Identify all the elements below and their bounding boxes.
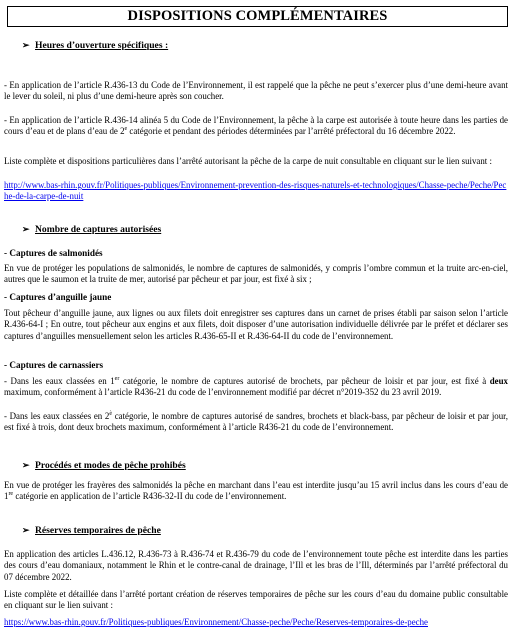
title-box (7, 6, 508, 27)
arrow-bullet-icon: ➢ (22, 460, 30, 470)
paragraph: Liste complète et détaillée dans l’arrêté portant création de réserves temporaires de pêche sur les cours d’eau du domaine public consultable en cliquant sur le lien suivant : (4, 589, 508, 611)
section-heading-opening-hours: ➢ Heures d’ouverture spécifiques : (22, 40, 169, 51)
paragraph: Tout pêcheur d’anguille jaune, aux lignes ou aux filets doit enregistrer ses captures dans un carnet de prises établi par saison selon l’article R.436-64-I ; En outre, tout pêcheur aux engins et aux filets, doit disposer d’une autorisation individuelle délivrée par le préfet et déclarer ses captures d’anguilles mensuellement selon les articles R.436-65-II et R.436-64-II du code de l’environnement. (4, 308, 508, 341)
page-title: DISPOSITIONS COMPLÉMENTAIRES (127, 8, 388, 24)
paragraph: - Dans les eaux classées en $2^è$ catégorie, le nombre de captures autorisé de sandres, brochets et black-bass, par pêcheur de loisir et par jour, est fixé à trois, dont deux brochets maximum, conformément à l’article R436-21 du code de l’environnement. (4, 411, 508, 433)
carp-night-fishing-link[interactable]: http://www.bas-rhin.gouv.fr/Politiques-publiques/Environnement-prevention-des-risques-naturels-et-technologiques/Chasse-peche/Peche/Peche-de-la-carpe-de-nuit (4, 180, 507, 202)
arrow-bullet-icon: ➢ (22, 40, 30, 50)
arrow-bullet-icon: ➢ (22, 525, 30, 535)
section-heading-catch-limits: ➢ Nombre de captures autorisées (22, 224, 162, 235)
subheading-eel: - Captures d’anguille jaune (4, 292, 112, 302)
temporary-reserves-link[interactable]: https://www.bas-rhin.gouv.fr/Politiques-publiques/Environnement/Chasse-peche/Peche/Reserves-temporaires-de-peche (4, 617, 428, 627)
paragraph: En vue de protéger les populations de salmonidés, le nombre de captures de salmonidés, y compris l’ombre commun et la truite arc-en-ciel, autres que le saumon et la truite de mer, autorisé par pêcheur et par jour, est fixé à six ; (4, 263, 508, 285)
subheading-salmonids: - Captures de salmonidés (4, 248, 103, 258)
paragraph: - En application de l’article R.436-14 alinéa 5 du Code de l’Environnement, la pêche à la carpe est autorisée à toute heure dans les parties de cours d’eau et de plans d’eau de 2e catégorie et pendant des périodes déterminées par l’arrêté préfectoral du 16 décembre 2022. (4, 115, 508, 137)
link-paragraph (4, 180, 508, 203)
paragraph: Liste complète et dispositions particulières dans l’arrêté autorisant la pêche de la carpe de nuit consultable en cliquant sur le lien suivant : (4, 156, 492, 166)
section-heading-temporary-reserves: ➢ Réserves temporaires de pêche (22, 525, 161, 536)
paragraph: - Dans les eaux classées en 1er catégorie, le nombre de captures autorisé de brochets, par pêcheur de loisir et par jour, est fixé à deux maximum, conformément à l’article R436-21 du code de l’environnement modifié par décret n°2019-352 du 23 avril 2019. (4, 376, 508, 398)
paragraph: En application des articles L.436.12, R.436-73 à R.436-74 et R.436-79 du code de l’environnement toute pêche est interdite dans les parties des cours d’eau domaniaux, notamment le Rhin et le contre-canal de drainage, l’Ill et les bras de l’Ill, déterminés par l’arrêté préfectoral du 07 décembre 2022. (4, 549, 508, 582)
subheading-predators: - Captures de carnassiers (4, 360, 104, 370)
link-paragraph (4, 617, 508, 628)
paragraph: En vue de protéger les frayères des salmonidés la pêche en marchant dans l’eau est interdite jusqu’au 15 avril inclus dans les cours d’eau de 1re catégorie en application de l’article R436-32-II du code de l’environnement. (4, 480, 508, 502)
paragraph: - En application de l’article R.436-13 du Code de l’Environnement, il est rappelé que la pêche ne peut s’exercer plus d’une demi-heure avant le lever du soleil, ni plus d’une demi-heure après son coucher. (4, 80, 508, 102)
section-heading-prohibited-methods: ➢ Procédés et modes de pêche prohibés (22, 460, 186, 471)
arrow-bullet-icon: ➢ (22, 224, 30, 234)
